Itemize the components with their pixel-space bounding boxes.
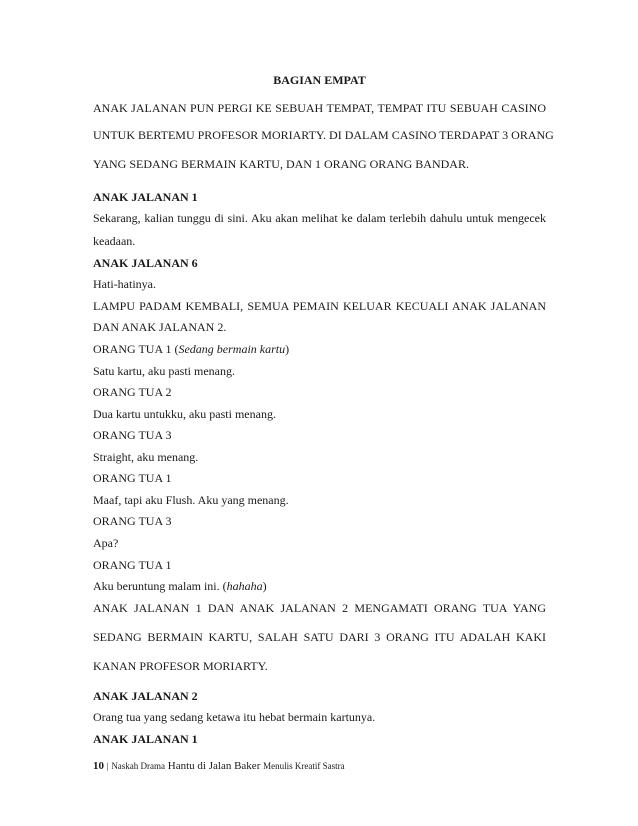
line-text: ANAK JALANAN PUN PERGI KE SEBUAH TEMPAT, TEMPAT ITU SEBUAH CASINO <box>93 101 546 115</box>
line-text: SEDANG BERMAIN KARTU, SALAH SATU DARI 3 ORANG ITU ADALAH KAKI <box>93 630 546 644</box>
script-line <box>93 128 554 143</box>
script-line <box>93 710 546 725</box>
script-line <box>93 579 546 594</box>
script-line <box>93 385 546 400</box>
line-text: ORANG TUA 1 <box>93 471 172 485</box>
line-text: ORANG TUA 1 ( <box>93 342 179 356</box>
script-line <box>93 732 546 747</box>
line-text: ORANG TUA 1 <box>93 558 172 572</box>
line-text: ORANG TUA 3 <box>93 428 172 442</box>
script-line <box>93 190 546 205</box>
stage-direction: Sedang bermain kartu <box>178 342 286 356</box>
line-text: Dua kartu untukku, aku pasti menang. <box>93 407 276 421</box>
line-text: UNTUK BERTEMU PROFESOR MORIARTY. DI DALAM CASINO TERDAPAT 3 ORANG <box>93 128 554 142</box>
script-line <box>93 256 546 271</box>
section-heading: BAGIAN EMPAT <box>273 73 366 87</box>
line-text: ANAK JALANAN 2 <box>93 689 198 703</box>
line-text: Satu kartu, aku pasti menang. <box>93 364 235 378</box>
script-line <box>93 689 546 704</box>
page-footer <box>93 760 345 772</box>
script-line <box>93 536 546 551</box>
line-text: ANAK JALANAN 1 <box>93 732 198 746</box>
script-line <box>93 157 546 172</box>
script-line <box>93 558 546 573</box>
script-line <box>93 428 546 443</box>
footer-title: Hantu di Jalan Baker <box>167 760 261 772</box>
script-line <box>93 407 546 422</box>
line-text: DAN ANAK JALANAN 2. <box>93 320 227 334</box>
script-line <box>93 659 546 674</box>
script-line <box>93 234 546 249</box>
closing-paren: ) <box>285 342 290 356</box>
line-text: Sekarang, kalian tunggu di sini. Aku akan melihat ke dalam terlebih dahulu untuk mengecek <box>93 211 546 225</box>
line-text: ORANG TUA 3 <box>93 514 172 528</box>
script-line <box>93 320 546 335</box>
line-text: ANAK JALANAN 1 <box>93 190 198 204</box>
line-text: Orang tua yang sedang ketawa itu hebat bermain kartunya. <box>93 710 376 724</box>
line-text: ANAK JALANAN 1 DAN ANAK JALANAN 2 MENGAMATI ORANG TUA YANG <box>93 601 546 615</box>
line-text: Hati-hatinya. <box>93 277 156 291</box>
line-text: Apa? <box>93 536 119 550</box>
script-line <box>93 277 546 292</box>
script-line <box>93 101 546 116</box>
page-number: 10 <box>93 760 104 772</box>
footer-suffix: Menulis Kreatif Sastra <box>263 761 345 771</box>
script-line <box>93 514 546 529</box>
footer-prefix: Naskah Drama <box>111 761 166 771</box>
line-text: ORANG TUA 2 <box>93 385 172 399</box>
script-line <box>93 211 546 226</box>
line-text: Maaf, tapi aku Flush. Aku yang menang. <box>93 493 289 507</box>
footer-separator: | <box>106 761 109 771</box>
script-line <box>93 493 546 508</box>
line-text: YANG SEDANG BERMAIN KARTU, DAN 1 ORANG ORANG BANDAR. <box>93 157 469 171</box>
script-line <box>93 299 546 314</box>
script-line <box>93 601 546 616</box>
line-text: KANAN PROFESOR MORIARTY. <box>93 659 268 673</box>
script-line <box>93 471 546 486</box>
line-text: Aku beruntung malam ini. ( <box>93 579 227 593</box>
script-line <box>93 450 546 465</box>
line-text: ANAK JALANAN 6 <box>93 256 198 270</box>
line-text: LAMPU PADAM KEMBALI, SEMUA PEMAIN KELUAR KECUALI ANAK JALANAN <box>93 299 546 313</box>
script-line <box>93 630 546 645</box>
line-text: keadaan. <box>93 234 136 248</box>
line-text: Straight, aku menang. <box>93 450 199 464</box>
stage-direction: hahaha <box>226 579 263 593</box>
script-line <box>93 342 546 357</box>
script-line <box>93 364 546 379</box>
closing-paren: ) <box>262 579 267 593</box>
